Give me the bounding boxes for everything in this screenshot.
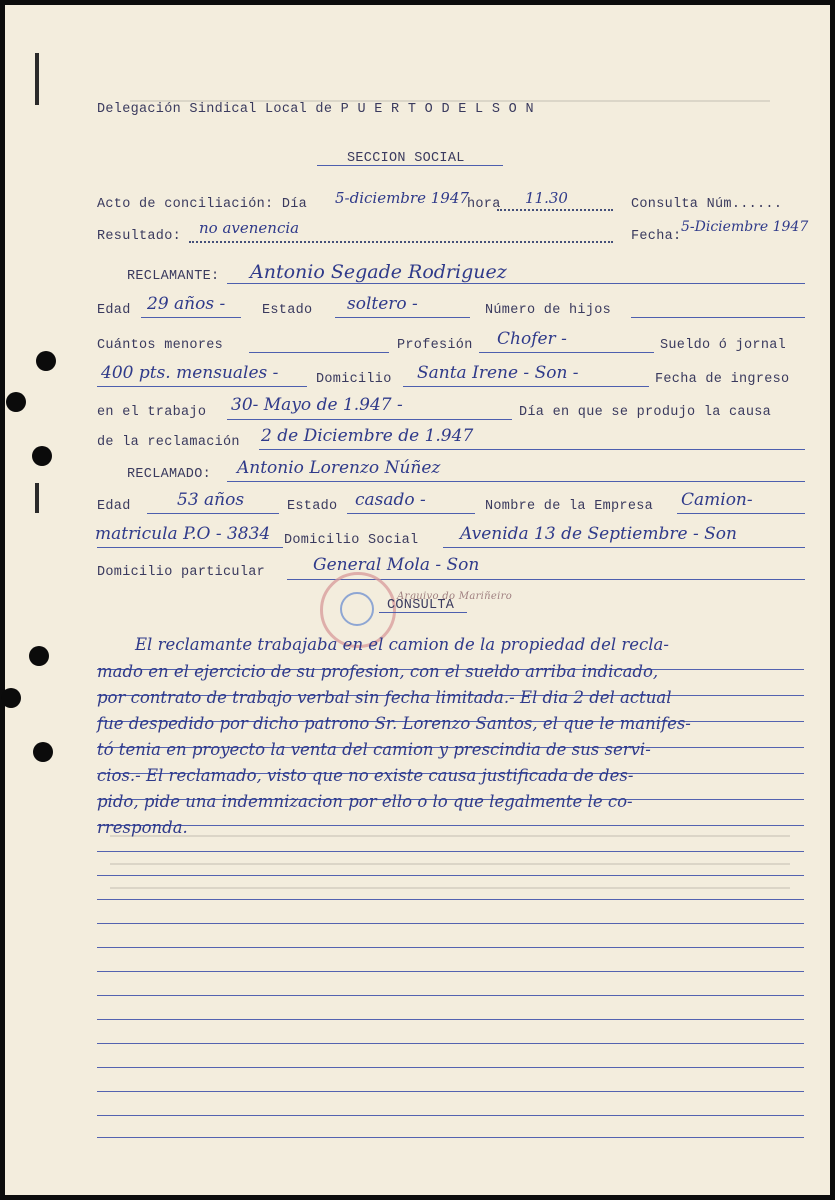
consulta-line-6: cios.- El reclamado, visto que no existe causa justificada de des- xyxy=(97,766,634,785)
estado-label: Estado xyxy=(262,303,313,318)
empresa-label: Nombre de la Empresa xyxy=(485,499,654,514)
edad-label: Edad xyxy=(97,303,131,318)
reclamado-name: Antonio Lorenzo Núñez xyxy=(237,458,441,478)
consulta-line-8: rresponda. xyxy=(97,818,188,837)
domicilio-value: Santa Irene - Son - xyxy=(417,363,579,383)
consulta-line-3: por contrato de trabajo verbal sin fecha limitada.- El dia 2 del actual xyxy=(97,688,672,707)
reclamado-edad-label: Edad xyxy=(97,499,131,514)
consulta-line-2: mado en el ejercicio de su profesion, con el sueldo arriba indicado, xyxy=(97,662,659,681)
domicilio-particular-value: General Mola - Son xyxy=(313,555,480,575)
trabajo-label: en el trabajo xyxy=(97,405,207,420)
punch-hole xyxy=(29,646,49,666)
punch-hole xyxy=(36,351,56,371)
punch-hole xyxy=(6,392,26,412)
reclamado-label: RECLAMADO: xyxy=(127,467,212,482)
domicilio-particular-label: Domicilio particular xyxy=(97,565,266,580)
causa-label: Día en que se produjo la causa xyxy=(519,405,772,420)
profesion-value: Chofer - xyxy=(497,329,567,349)
reclamacion-value: 2 de Diciembre de 1.947 xyxy=(261,426,474,446)
domicilio-social-label: Domicilio Social xyxy=(284,533,419,548)
punch-hole xyxy=(1,688,21,708)
estado-value: soltero - xyxy=(347,294,418,314)
consulta-line-5: tó tenia en proyecto la venta del camion y prescindia de sus servi- xyxy=(97,740,651,759)
acto-dia-value: 5-diciembre 1947 xyxy=(335,189,469,207)
sueldo-label: Sueldo ó jornal xyxy=(660,338,787,353)
consulta-num-label: Consulta Núm...... xyxy=(631,197,783,212)
edad-value: 29 años - xyxy=(147,294,226,314)
empresa-value-2: matricula P.O - 3834 xyxy=(95,524,271,544)
consulta-line-4: fue despedido por dicho patrono Sr. Lorenzo Santos, el que le manifes- xyxy=(97,714,691,733)
header-delegacion: Delegación Sindical Local de P U E R T O D E L S O N xyxy=(97,102,534,117)
punch-hole xyxy=(32,446,52,466)
domicilio-social-value: Avenida 13 de Septiembre - Son xyxy=(460,524,737,544)
consulta-line-7: pido, pide una indemnizacion por ello o lo que legalmente le co- xyxy=(97,792,633,811)
reclamado-estado-value: casado - xyxy=(355,490,426,510)
ingreso-value: 30- Mayo de 1.947 - xyxy=(231,395,403,415)
punch-hole xyxy=(33,742,53,762)
reclamante-name: Antonio Segade Rodriguez xyxy=(250,261,507,283)
domicilio-label: Domicilio xyxy=(316,372,392,387)
reclamado-estado-label: Estado xyxy=(287,499,338,514)
fecha-label: Fecha: xyxy=(631,229,682,244)
acto-label: Acto de conciliación: Día xyxy=(97,197,308,212)
staple-mark xyxy=(35,53,39,105)
resultado-value: no avenencia xyxy=(199,219,300,237)
sueldo-value: 400 pts. mensuales - xyxy=(101,363,279,383)
acto-hora-value: 11.30 xyxy=(525,189,568,207)
document-page xyxy=(5,5,830,1195)
consulta-line-1: El reclamante trabajaba en el camion de la propiedad del recla- xyxy=(135,635,669,654)
reclamado-edad-value: 53 años xyxy=(177,490,245,510)
profesion-label: Profesión xyxy=(397,338,473,353)
menores-label: Cuántos menores xyxy=(97,338,224,353)
section-title: SECCION SOCIAL xyxy=(347,151,465,166)
reclamante-label: RECLAMANTE: xyxy=(127,269,220,284)
resultado-label: Resultado: xyxy=(97,229,182,244)
acto-hora-label: hora xyxy=(467,197,501,212)
archive-stamp-text: Arquivo do Mariñeiro xyxy=(397,591,513,602)
staple-mark xyxy=(35,483,39,513)
hijos-label: Número de hijos xyxy=(485,303,612,318)
consulta-title: CONSULTA xyxy=(387,598,455,613)
reclamacion-label: de la reclamación xyxy=(97,435,240,450)
ingreso-label: Fecha de ingreso xyxy=(655,372,790,387)
empresa-value-1: Camion- xyxy=(681,490,753,510)
fecha-value: 5-Diciembre 1947 xyxy=(681,219,809,235)
